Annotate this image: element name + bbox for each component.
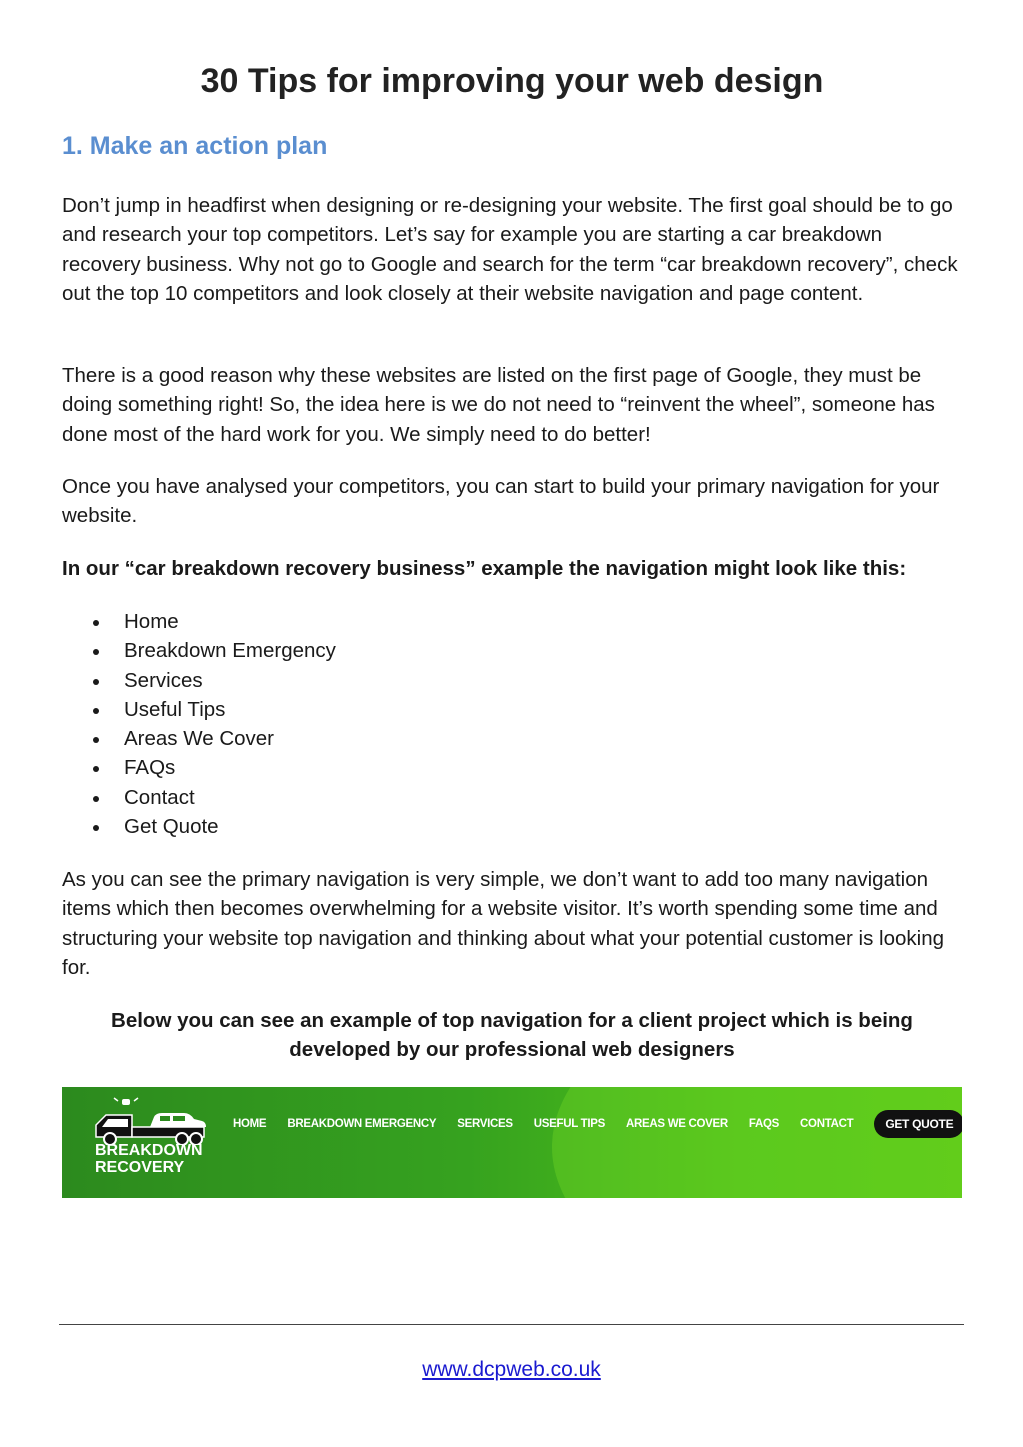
banner-menu: [233, 1109, 962, 1139]
banner-glow: [552, 1087, 962, 1198]
paragraph-reason: There is a good reason why these websites are listed on the first page of Google, they must be doing something right! So, the idea here is we do not need to “reinvent the wheel”, someone has done most of the hard work for you. We simply need to do better!: [62, 364, 935, 446]
get-quote-button[interactable]: GET QUOTE: [874, 1110, 962, 1138]
banner-logo-text[interactable]: [95, 1142, 203, 1176]
paragraph-competitors: Once you have analysed your competitors, you can start to build your primary navigation for your website.: [62, 475, 940, 528]
logo-line-2: RECOVERY: [95, 1159, 185, 1176]
footer-website-link[interactable]: www.dcpweb.co.uk: [422, 1358, 601, 1381]
menu-item-home[interactable]: HOME: [233, 1118, 267, 1130]
paragraph-intro: Don’t jump in headfirst when designing or re-designing your website. The first goal should be to go and research your top competitors. Let’s say for example you are starting a car breakdown recovery business. Why not go to Google and search for the term “car breakdown recovery”, check out the top 10 competitors and look closely at their website navigation and page content.: [62, 194, 958, 305]
list-item: Home: [62, 607, 336, 636]
page-title: 30 Tips for improving your web design: [200, 62, 824, 100]
navigation-example-list: [62, 607, 336, 841]
example-nav-banner: [62, 1087, 962, 1198]
menu-item-contact[interactable]: CONTACT: [800, 1118, 854, 1130]
banner-caption: Below you can see an example of top navigation for a client project which is being developed by our professional web designers: [111, 1009, 913, 1062]
footer-divider: [59, 1324, 964, 1325]
list-item: Areas We Cover: [62, 724, 336, 753]
list-item: Useful Tips: [62, 695, 336, 724]
list-item: Contact: [62, 783, 336, 812]
menu-item-useful-tips[interactable]: USEFUL TIPS: [533, 1118, 606, 1130]
list-item: Services: [62, 666, 336, 695]
paragraph-example-lead: In our “car breakdown recovery business” example the navigation might look like this:: [62, 557, 907, 580]
list-item: Breakdown Emergency: [62, 636, 336, 665]
logo-line-1: BREAKDOWN: [95, 1142, 203, 1159]
tow-truck-icon: [92, 1097, 212, 1145]
list-item: FAQs: [62, 753, 336, 782]
footer: [0, 1358, 1023, 1382]
section-heading: 1. Make an action plan: [62, 132, 328, 160]
menu-item-faqs[interactable]: FAQS: [748, 1118, 780, 1130]
menu-item-breakdown-emergency[interactable]: BREAKDOWN EMERGENCY: [287, 1118, 437, 1130]
menu-item-areas-we-cover[interactable]: AREAS WE COVER: [626, 1118, 728, 1130]
list-item: Get Quote: [62, 812, 336, 841]
paragraph-simplicity: As you can see the primary navigation is very simple, we don’t want to add too many navigation items which then becomes overwhelming for a website visitor. It’s worth spending some time and structuring your website top navigation and thinking about what your potential customer is looking for.: [62, 868, 945, 979]
menu-item-services[interactable]: SERVICES: [457, 1118, 513, 1130]
